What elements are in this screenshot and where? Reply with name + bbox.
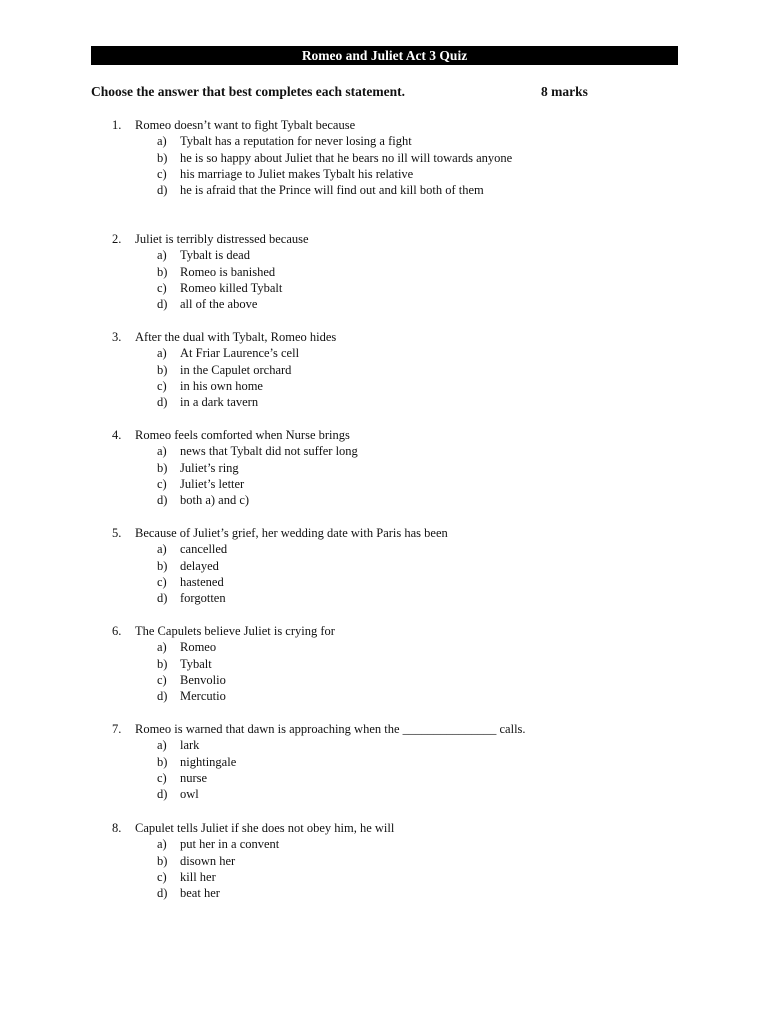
answer-option (112, 492, 672, 508)
option-text: his marriage to Juliet makes Tybalt his relative (180, 166, 414, 181)
question-text: Romeo is warned that dawn is approaching when the _______________ calls. (135, 722, 526, 736)
answer-option (112, 476, 672, 492)
option-letter: d) (157, 183, 168, 198)
question-3 (112, 329, 672, 410)
question-number: 8. (112, 821, 122, 835)
option-text: Tybalt has a reputation for never losing a fight (180, 134, 412, 149)
answer-option (112, 541, 672, 557)
answer-option (112, 656, 672, 672)
question-text: Because of Juliet’s grief, her wedding date with Paris has been (135, 526, 448, 540)
option-text: kill her (180, 869, 216, 884)
option-text: in a dark tavern (180, 395, 259, 410)
option-text: in the Capulet orchard (180, 362, 292, 377)
option-letter: a) (157, 134, 167, 149)
option-text: news that Tybalt did not suffer long (180, 444, 358, 459)
option-letter: b) (157, 264, 168, 279)
option-text: Tybalt (180, 656, 212, 671)
option-text: he is afraid that the Prince will find out and kill both of them (180, 183, 484, 198)
question-line (112, 117, 672, 133)
question-4 (112, 427, 672, 508)
question-number: 2. (112, 232, 122, 246)
answer-option (112, 770, 672, 786)
question-8 (112, 820, 672, 901)
option-letter: b) (157, 754, 168, 769)
option-letter: b) (157, 853, 168, 868)
question-number: 6. (112, 624, 122, 638)
question-number: 5. (112, 526, 122, 540)
option-letter: c) (157, 378, 167, 393)
question-5 (112, 525, 672, 606)
option-letter: c) (157, 770, 167, 785)
option-letter: a) (157, 640, 167, 655)
question-line (112, 623, 672, 639)
option-text: At Friar Laurence’s cell (180, 346, 300, 361)
question-line (112, 525, 672, 541)
answer-option (112, 885, 672, 901)
option-text: Juliet’s ring (180, 460, 239, 475)
answer-option (112, 280, 672, 296)
answer-option (112, 672, 672, 688)
question-number: 7. (112, 722, 122, 736)
answer-option (112, 639, 672, 655)
answer-option (112, 590, 672, 606)
answer-option (112, 869, 672, 885)
option-letter: b) (157, 656, 168, 671)
option-letter: a) (157, 837, 167, 852)
option-text: nurse (180, 770, 208, 785)
option-letter: a) (157, 346, 167, 361)
option-text: Romeo (180, 640, 217, 655)
answer-option (112, 754, 672, 770)
option-text: forgotten (180, 591, 226, 606)
answer-option (112, 786, 672, 802)
option-letter: c) (157, 476, 167, 491)
question-text: Juliet is terribly distressed because (135, 232, 309, 246)
option-letter: a) (157, 542, 167, 557)
option-letter: c) (157, 672, 167, 687)
question-line (112, 427, 672, 443)
option-text: Tybalt is dead (180, 248, 250, 263)
answer-option (112, 166, 672, 182)
option-letter: c) (157, 574, 167, 589)
option-text: Romeo killed Tybalt (180, 280, 283, 295)
question-text: Capulet tells Juliet if she does not obey him, he will (135, 821, 395, 835)
option-letter: d) (157, 787, 168, 802)
answer-option (112, 443, 672, 459)
quiz-title: Romeo and Juliet Act 3 Quiz (91, 46, 678, 65)
question-2 (112, 231, 672, 312)
answer-option (112, 394, 672, 410)
answer-option (112, 688, 672, 704)
answer-option (112, 247, 672, 263)
instructions-text: Choose the answer that best completes each statement. (91, 84, 405, 99)
option-letter: d) (157, 493, 168, 508)
option-letter: a) (157, 444, 167, 459)
marks-label: 8 marks (541, 84, 588, 99)
option-letter: d) (157, 395, 168, 410)
option-text: Benvolio (180, 672, 226, 687)
answer-option (112, 836, 672, 852)
option-text: owl (180, 787, 199, 802)
question-text: Romeo doesn’t want to fight Tybalt because (135, 118, 356, 132)
option-text: cancelled (180, 542, 228, 557)
answer-option (112, 853, 672, 869)
option-text: Mercutio (180, 689, 226, 704)
option-text: he is so happy about Juliet that he bears no ill will towards anyone (180, 150, 513, 165)
option-letter: a) (157, 248, 167, 263)
option-text: in his own home (180, 378, 263, 393)
answer-option (112, 460, 672, 476)
answer-option (112, 296, 672, 312)
option-letter: b) (157, 150, 168, 165)
option-letter: a) (157, 738, 167, 753)
question-1 (112, 117, 672, 198)
option-letter: d) (157, 689, 168, 704)
option-letter: d) (157, 297, 168, 312)
answer-option (112, 737, 672, 753)
question-text: After the dual with Tybalt, Romeo hides (135, 330, 337, 344)
question-text: Romeo feels comforted when Nurse brings (135, 428, 350, 442)
question-line (112, 329, 672, 345)
option-text: Juliet’s letter (180, 476, 245, 491)
option-letter: c) (157, 869, 167, 884)
option-text: lark (180, 738, 200, 753)
option-letter: b) (157, 558, 168, 573)
option-letter: b) (157, 460, 168, 475)
option-text: all of the above (180, 297, 258, 312)
question-number: 4. (112, 428, 122, 442)
answer-option (112, 264, 672, 280)
answer-option (112, 133, 672, 149)
answer-option (112, 362, 672, 378)
question-7 (112, 721, 672, 802)
answer-option (112, 574, 672, 590)
option-text: disown her (180, 853, 236, 868)
question-text: The Capulets believe Juliet is crying for (135, 624, 335, 638)
option-text: hastened (180, 574, 224, 589)
question-line (112, 721, 672, 737)
answer-option (112, 345, 672, 361)
question-line (112, 820, 672, 836)
question-line (112, 231, 672, 247)
option-text: Romeo is banished (180, 264, 276, 279)
option-letter: c) (157, 166, 167, 181)
option-text: put her in a convent (180, 837, 280, 852)
answer-option (112, 378, 672, 394)
option-text: nightingale (180, 754, 237, 769)
answer-option (112, 558, 672, 574)
question-number: 1. (112, 118, 122, 132)
option-letter: c) (157, 280, 167, 295)
answer-option (112, 182, 672, 198)
option-letter: d) (157, 591, 168, 606)
option-letter: d) (157, 886, 168, 901)
question-6 (112, 623, 672, 704)
option-text: beat her (180, 886, 220, 901)
option-text: delayed (180, 558, 219, 573)
answer-option (112, 150, 672, 166)
option-letter: b) (157, 362, 168, 377)
instructions-line (91, 82, 651, 102)
option-text: both a) and c) (180, 493, 250, 508)
question-number: 3. (112, 330, 122, 344)
